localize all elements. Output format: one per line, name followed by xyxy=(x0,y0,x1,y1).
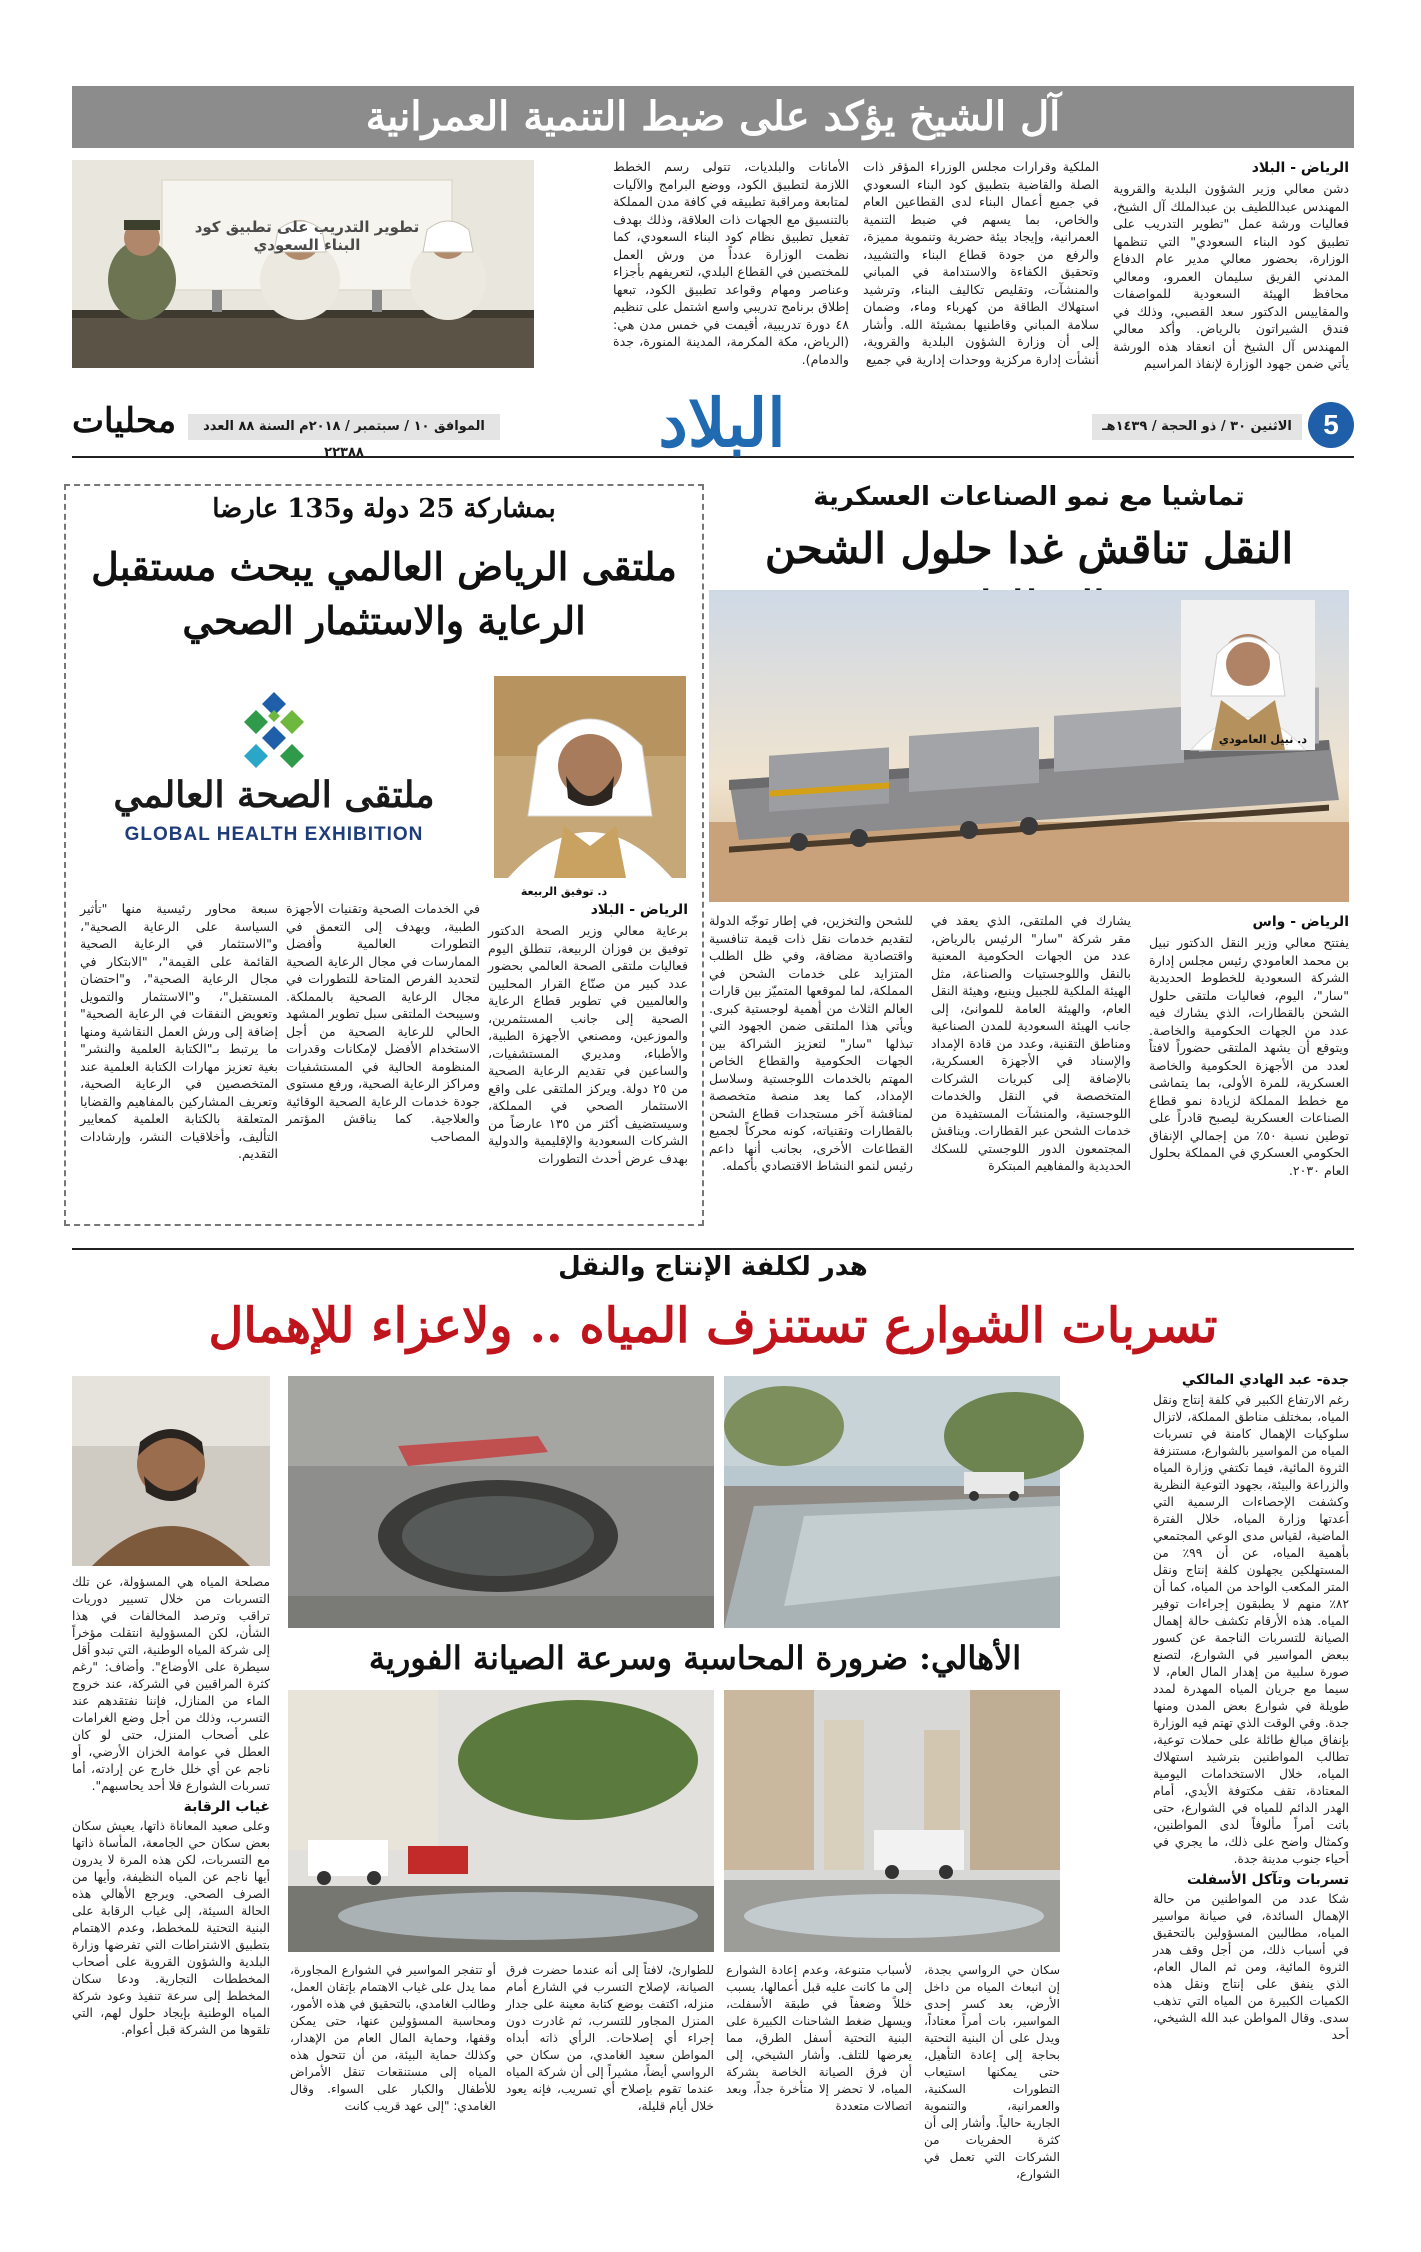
water-text-mid-1: سكان حي الرواسي بجدة، إن انبعاث المياه من داخل الأرض، بعد كسر إحدى المواسير، بات أمراً معتاداً، ويدل على أن البنية التحتية بحاجة إلى إعادة التأهيل، حتى يمكنها استيعاب التطورات السكنية، والعمرانية، والتنموية الجارية حالياً. وأشار إلى أن كثرة الحفريات من الشركات التي تعمل في الشوارع، xyxy=(924,1963,1060,2181)
health-column-2 xyxy=(286,900,480,1147)
water-column-mid-2 xyxy=(726,1962,912,2117)
water-text-right: رغم الارتفاع الكبير في كلفة إنتاج ونقل المياه، بمختلف مناطق المملكة، لاتزال سلوكيات الإهمال كامنة في تسربات المياه من المواسير بالشوارع، مستنزفة الثروة المائية، فيما تكتفي وزارة المياه والزراعة والبيئة، بجهود التوعية النظرية وكشفت الإحصاءات الرسمية التي أعدتها وزارة المياه، خلال الفترة الماضية، لقياس مدى الوعي المجتمعي بأهمية المياه، عن أن ٩٩٪ من المستهلكين يجهلون كلفة إنتاج ونقل المتر المكعب الواحد من المياه، كما أن ٨٢٪ منهم لا يطبقون إجراءات توفير المياه. هذه الأرقام تكشف حالة إهمال الصيانة للتسربات الناجمة عن كسور ببعض المواسير في الشوارع، لتصنع صورة سلبية من إهدار المال العام، لا سيما مع جريان المياه المهدرة لمدد طويلة في شوارع بعض المدن ومنها جدة. وفي الوقت الذي تهتم فيه الوزارة بإنفاق مبالغ طائلة على حملات توعية، تطالب المواطنين بترشيد استهلاك المياه، خلال الاستخدامات اليومية المعتادة، تقف مكتوفة الأيدي، أمام الهدر الدائم للمياه في الشوارع، حتى باتت أمراً مألوفاً لدى المواطنين، وكمثال واضح على ذلك، ما يجري في أحياء جنوب مدينة جدة. xyxy=(1153,1393,1349,1866)
health-headline-line-2: الرعاية والاستثمار الصحي xyxy=(182,598,586,643)
top-story-text-3: الأمانات والبلديات، تتولى رسم الخطط اللازمة لتطبيق الكود، ووضع البرامج والآليات لمتابعة ومراقبة تطبيقه في كافة مدن المملكة بالتنسيق مع الجهات ذات العلاقة، وذلك بهدف تفعيل تطبيق نظام كود البناء السعودي، كما نظمت الوزارة عدداً من ورش العمل للمختصين في القطاع البلدي، لتعريفهم بأجزاء وعناصر ومهام وقواعد تطبيق الكود، تبعها إطلاق برنامج تدريبي واسع اشتمل على تنظيم ٤٨ دورة تدريبية، أقيمت في خمس مدن هي: (الرياض، مكة المكرمة، المدينة المنورة، جدة والدمام). xyxy=(613,159,849,367)
health-headline-line-1: ملتقى الرياض العالمي يبحث مستقبل xyxy=(91,544,677,589)
water-column-right xyxy=(1153,1370,1349,2046)
health-portrait xyxy=(494,676,686,898)
water-text-left: مصلحة المياه هي المسؤولة، عن تلك التسربات من خلال تسيير دوريات تراقب وترصد المخالفات في هذا الشأن، لكن المسؤولية انتقلت مؤخراً إلى شركة المياه الوطنية، التي تبدو أقل سيطرة على الأوضاع". وأضاف: "رغم كثرة المراقبين في الشركة، عند خروج الماء من المنازل، فإننا نفتقدهم عند التسرب، وذلك من أجل وضع الغرامات على أصحاب المنزل، حتى لو كان العطل في عوامة الخزان الأرضي، أو ناجم عن أي خلل خارج عن إرادته، أما تسربات الشوارع فلا أحد يحاسبهم". xyxy=(72,1575,270,1793)
rail-text-3: للشحن والتخزين، في إطار توجّه الدولة لتقديم خدمات نقل ذات قيمة تنافسية واقتصادية مضافة، وفي ظل الطلب المتزايد على خدمات الشحن في المملكة، لما لموقعها المتميّز بين قارات العالم الثلاث من أهمية لوجستية كبرى. ويأتي هذا الملتقى ضمن الجهود التي تبذلها "سار" لتعزيز الشراكة بين الجهات الحكومية والقطاع الخاص المهتم بالخدمات اللوجستية وسلاسل الإمداد، كما يعد منصة متخصصة لمناقشة آخر مستجدات قطاع الشحن بالقطارات وتقنياته، كونه محركاً لجميع القطاعات الأخرى، بجانب أنها داعم رئيس لنمو النشاط الاقتصادي بأكمله. xyxy=(709,913,913,1173)
rail-byline: الرياض - واس xyxy=(1252,914,1349,930)
top-story-column-3 xyxy=(613,158,849,370)
rail-portrait-caption: د. نبيل العامودي xyxy=(1218,733,1307,746)
water-text-mid-2: لأسباب متنوعة، وعدم إعادة الشوارع إلى ما كانت عليه قبل أعمالها، يسبب خللاً وضعفاً في طبقة الأسفلت، ويسهل ضغط الشاحنات الكبيرة على البنية التحتية أسفل الطرق، مما يعرضها للتلف. وأشار الشيخي، إلى أن فرق الصيانة الخاصة بشركة المياه، لا تحضر إلا متأخرة جداً، وبعد اتصالات متعددة xyxy=(726,1963,912,2113)
workshop-banner-text: تطوير التدريب على تطبيق كود البناء السعودي xyxy=(194,218,420,254)
top-story-banner xyxy=(72,86,1354,148)
rail-portrait xyxy=(1181,600,1315,750)
street-flood-photo-2 xyxy=(288,1690,714,1952)
workshop-photo xyxy=(72,160,534,368)
water-text-mid-4: أو تتفجر المواسير في الشوارع المجاورة، مما يدل على غياب الاهتمام بإتقان العمل، وطالب الغامدي، بالتحقيق في هذه الأمور، ومحاسبة المسؤولين عنها، حتى يمكن وقفها، وحماية المال العام من الإهدار، وكذلك حماية البيئة، من أن تتحول هذه المياه إلى مستنقعات تنقل الأمراض للأطفال والكبار على السواء. وقال الغامدي: "إلى عهد قريب كانت xyxy=(290,1963,496,2113)
rail-text-2: يشارك في الملتقى، الذي يعقد في مقر شركة "سار" الرئيس بالرياض، عدد من الجهات الحكومية المعنية بالنقل واللوجستيات والصناعة، مثل الهيئة الملكية للجبيل وينبع، وهيئة النقل العام، والهيئة العامة للموانئ، إلى جانب الهيئة السعودية للمدن الصناعية ومناطق التقنية، وعدد من قادة الإمداد والإسناد في الأجهزة العسكرية، بالإضافة إلى كبريات الشركات المتخصصة في النقل والخدمات اللوجستية، والمنشآت المستفيدة من خدمات الشحن عبر القطارات. ويناقش المجتمعون الدور اللوجستي للسكك الحديدية والمفاهيم المبتكرة xyxy=(930,913,1131,1173)
newspaper-logo: البلاد xyxy=(658,384,786,462)
gregorian-date: الموافق ١٠ / سبتمبر / ٢٠١٨م السنة ٨٨ العدد ٢٢٣٨٨ xyxy=(188,414,500,440)
water-headline: تسربات الشوارع تستنزف المياه .. ولاعزاء للإهمال xyxy=(208,1298,1218,1354)
rail-headline: النقل تناقش غدا حلول الشحن xyxy=(764,524,1294,573)
rail-text-1: يفتتح معالي وزير النقل الدكتور نبيل بن محمد العامودي رئيس مجلس إدارة الشركة السعودية للخطوط الحديدية "سار"، اليوم، فعاليات ملتقى حلول الشحن بالقطارات، الذي يشارك فيه عدد من الجهات الحكومية والخاصة. ويتوقع أن يشهد الملتقى حضوراً لافتاً لعدد من الأجهزة الحكومية والخاصة العسكرية، للمرة الأولى، بما يتماشى مع خطط المملكة لزيادة نمو قطاع الصناعات العسكرية ليصبح قادراً على توطين نسبة ٥٠٪ من إجمالي الإنفاق الحكومي العسكري في المملكة بحلول العام ٢٠٣٠. xyxy=(1149,935,1349,1178)
water-byline: جدة- عبد الهادي المالكي xyxy=(1181,1372,1349,1388)
water-subhead-right: تسربات وتآكل الأسفلت xyxy=(1187,1872,1349,1888)
section-name: محليات xyxy=(72,401,177,441)
health-text-1: برعاية معالي وزير الصحة الدكتور توفيق بن فوزان الربيعة، تنطلق اليوم فعاليات ملتقى الصحة العالمي بحضور عدد كبير من صنّاع القرار المحليين والعالميين في تطوير قطاع الرعاية الصحية إلى جانب المستثمرين، والموزعين، ومصنعي الأجهزة الطبية، والأطباء، ومديري المستشفيات، والساعين في تقديم الرعاية الصحية من ٢٥ دولة. ويركز الملتقى على واقع الاستثمار الصحي في المملكة، وسيستضيف أكثر من ١٣٥ عارضاً من الشركات السعودية والإقليمية والدولية بهدف عرض أحدث التطورات xyxy=(488,923,688,1166)
page-number: 5 xyxy=(1308,402,1354,448)
health-logo-arabic: ملتقى الصحة العالمي xyxy=(113,774,435,816)
water-text-right-2: شكا عدد من المواطنين من حالة الإهمال السائدة، في صيانة مواسير المياه، مطالبين المسؤولين بالتحقيق في أسباب ذلك، من أجل وقف هدر الثروة المائية، ومن ثم المال العام، الذي ينفق على إنتاج ونقل هذه الكميات الكبيرة من المياه التي تذهب سدى. وقال المواطن عبد الله الشيخي، أحد xyxy=(1153,1892,1349,2042)
health-portrait-caption: د. توفيق الربيعة xyxy=(520,885,608,898)
hijri-date: الاثنين ٣٠ / ذو الحجة / ١٤٣٩هـ xyxy=(1092,414,1302,440)
water-subheadline: الأهالي: ضرورة المحاسبة وسرعة الصيانة الفورية xyxy=(368,1639,1022,1677)
top-story-headline: آل الشيخ يؤكد على ضبط التنمية العمرانية xyxy=(365,93,1061,140)
water-column-mid-3 xyxy=(506,1962,714,2117)
health-kicker: بمشاركة 25 دولة و135 عارضا xyxy=(212,494,556,524)
health-logo-mark-icon xyxy=(234,690,314,770)
rail-kicker: تماشيا مع نمو الصناعات العسكرية xyxy=(813,482,1245,512)
water-column-mid-1 xyxy=(924,1962,1060,2185)
top-story-column-2 xyxy=(863,158,1099,370)
top-story-column-1 xyxy=(1113,158,1349,375)
water-kicker: هدر لكلفة الإنتاج والنقل xyxy=(558,1252,868,1282)
pothole-photo xyxy=(288,1376,714,1628)
resident-photo xyxy=(72,1376,270,1566)
water-story-top-rule xyxy=(72,1248,1354,1250)
canal-photo xyxy=(724,1376,1060,1628)
top-story-text-1: دشن معالي وزير الشؤون البلدية والقروية المهندس عبداللطيف بن عبدالملك آل الشيخ، فعاليات ورشة عمل "تطوير التدريب على تطبيق كود البناء السعودي" التي تنظمها الوزارة، بحضور معالي مدير عام الدفاع المدني الفريق سليمان العمرو، ومعالي محافظ الهيئة السعودية للمواصفات والمقاييس الدكتور سعد القصبي، وذلك في فندق الشيراتون بالرياض. وأكد معالي المهندس آل الشيخ أن انعقاد هذه الورشة يأتي ضمن جهود الوزارة لإنفاذ المراسيم xyxy=(1113,181,1349,371)
top-story-text-2: الملكية وقرارات مجلس الوزراء المؤقر ذات الصلة والقاضية بتطبيق كود البناء السعودي في جميع أعمال البناء لدى القطاعين العام والخاص، بما يسهم في ضبط التنمية العمرانية، وإيجاد بيئة حضرية وتنموية مميزة، والرفع من جودة قطاع البناء والتشييد، وتحقيق الكفاءة والاستدامة في المباني والمنشآت، وتقليص تكاليف البناء، وترشيد استهلاك الطاقة من كهرباء وماء، وضمان سلامة المباني وقاطنيها بمشيئة الله. وأشار إلى أن وزارة الشؤون البلدية والقروية، أنشأت إدارة مركزية ووحدات إدارية في جميع xyxy=(863,159,1099,367)
health-byline: الرياض - البلاد xyxy=(590,902,688,918)
health-text-2: في الخدمات الصحية وتقنيات الأجهزة الطبية، ويهدف إلى التعمق في التطورات العالمية وأفضل الممارسات في مجال الرعاية الصحية لتحديد الفرص المتاحة للتطورات في مجال الرعاية الصحية بالمملكة. وسيبحث الملتقى سبل تطوير المشهد الحالي للرعاية الصحية من أجل الاستخدام الأفضل لإمكانات وقدرات المنظومة الحالية في المستشفيات ومراكز الرعاية الصحية، ورفع مستوى جودة خدمات الرعاية الصحية الوقائية والعلاجية. كما يناقش المؤتمر المصاحب xyxy=(286,901,480,1144)
water-subhead-left: غياب الرقابة xyxy=(183,1799,270,1815)
water-text-mid-3: للطوارئ، لافتاً إلى أنه عندما حضرت فرق الصيانة، لإصلاح التسرب في الشارع أمام منزله، اكتفت بوضع كتابة معينة على جدار المنزل المجاور للتسرب، ثم غادرت دون إجراء أي إصلاحات. الرأي ذاته أبداه المواطن سعيد الغامدي، من سكان حي الرواسي أيضاً، مشيراً إلى أن شركة المياه عندما تقوم بإصلاح أي تسريب، فإنه يعود خلال أيام قليلة، xyxy=(506,1963,714,2113)
water-column-left xyxy=(72,1574,270,2041)
train-photo xyxy=(709,590,1349,902)
health-column-3 xyxy=(80,900,278,1165)
top-story-byline: الرياض - البلاد xyxy=(1251,160,1349,176)
health-logo-english: GLOBAL HEALTH EXHIBITION xyxy=(124,824,424,845)
water-column-mid-4 xyxy=(290,1962,496,2117)
masthead xyxy=(72,384,1354,462)
rail-column-2 xyxy=(931,912,1131,1177)
rail-column-1 xyxy=(1149,912,1349,1181)
water-text-left-2: وعلى صعيد المعاناة ذاتها، يعيش سكان بعض سكان حي الجامعة، المأساة ذاتها مع التسربات، لكن هذه المرة لا يدرون أيها ناجم عن المياه النظيفة، وأيها من الصرف الصحي. ويرجع الأهالي هذه الحالة السيئة، إلى غياب الرقابة على البنية التحتية للمخطط، وعدم الاهتمام بتطبيق الاشتراطات التي تفرضها وزارة البلدية والشؤون القروية على أصحاب المخططات التجارية. ودعا سكان المخطط إلى سرعة تنفيذ وعود شركة المياه الوطنية بإيجاد حلول لهم، التي تلقوها من الشركة قبل أعوام. xyxy=(72,1819,270,2037)
health-logo xyxy=(84,690,464,860)
rail-column-3 xyxy=(709,912,913,1177)
health-column-1 xyxy=(488,900,688,1169)
health-text-3: سبعة محاور رئيسية منها "تأثير السياسة على الرعاية الصحية"، و"الاستثمار في الرعاية الصحية القائمة على القيمة"، "الابتكار في مجال الرعاية الصحية"، و"احتضان المستقبل"، و"الاستثمار والتمويل وتعويض النفقات في الرعاية الصحية" إضافة إلى ورش العمل النقاشية ومنها ما يرتبط بـ"الكتابة العلمية والنشر" بغية تعزيز مهارات الكتابة العلمية عند المتخصصين في الرعاية الصحية، وتعريف المشاركين بالمفاهيم والقضايا المتعلقة بالكتابة العلمية كمعايير التأليف، وأخلاقيات النشر، وإرشادات التقديم. xyxy=(80,901,278,1161)
street-flood-photo-1 xyxy=(724,1690,1060,1952)
